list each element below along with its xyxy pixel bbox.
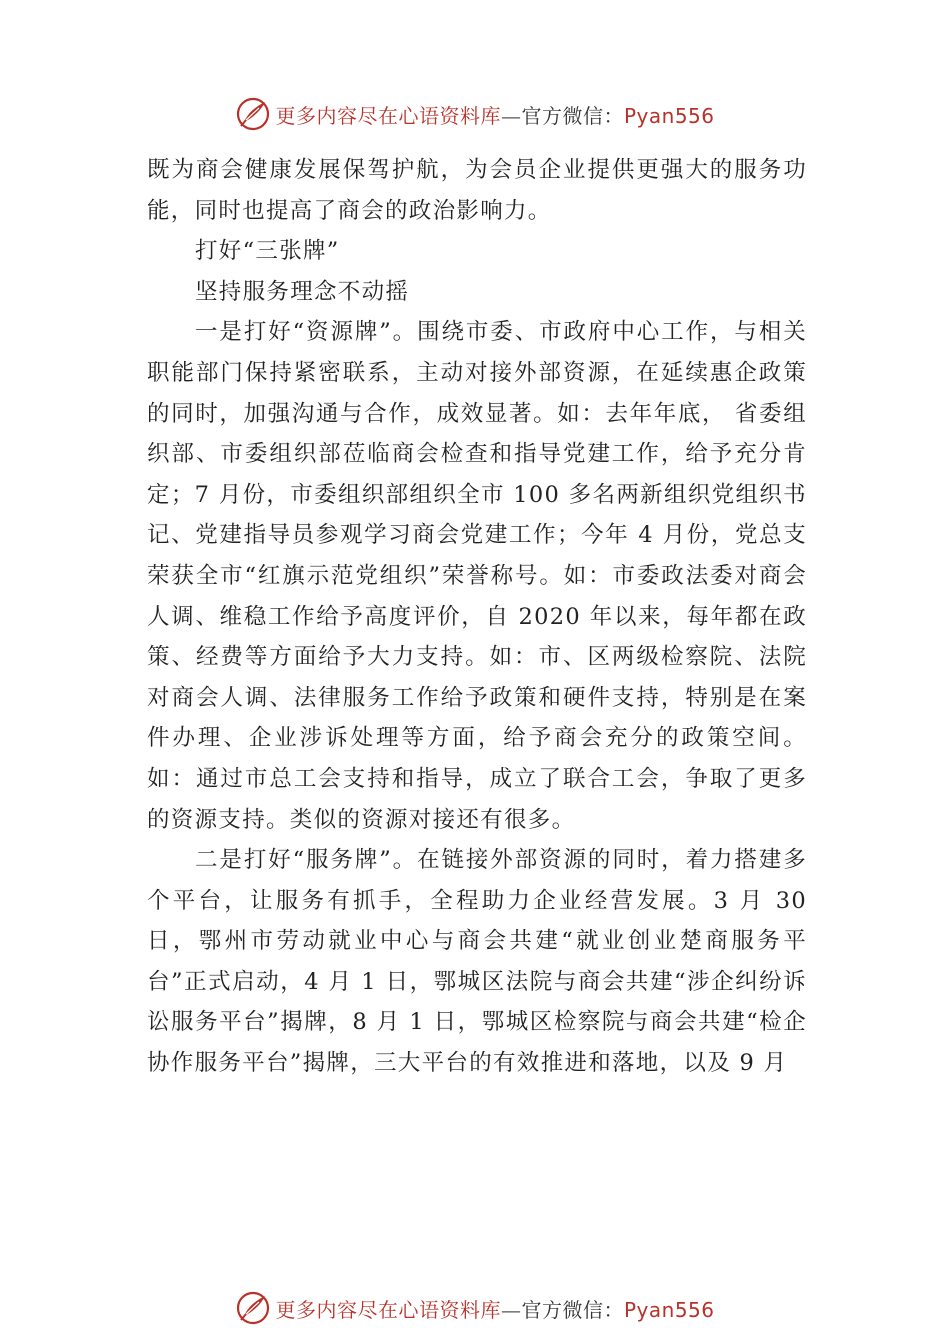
body-paragraph: 二是打好“服务牌”。在链接外部资源的同时，着力搭建多个平台，让服务有抓手，全程助力企业经营发展。3 月 30 日，鄂州市劳动就业中心与商会共建“就业创业楚商服务平台”正式启动，4 月 1 日，鄂城区法院与商会共建“涉企纠纷诉讼服务平台”揭牌，8 月 1 日，鄂城区检察院与商会共建“检企协作服务平台”揭牌，三大平台的有效推进和落地，以及 9 月 xyxy=(147,847,807,1077)
header-wechat-id: Pyan556 xyxy=(623,103,715,128)
footer-wechat-label: 官方微信： xyxy=(521,1297,624,1322)
body-subheading-service-concept: 坚持服务理念不动摇 xyxy=(195,278,410,305)
footer-banner xyxy=(0,1286,950,1330)
footer-text xyxy=(275,1294,714,1323)
header-site-name: 更多内容尽在心语资料库 xyxy=(275,103,501,128)
body-paragraph: 一是打好“资源牌”。围绕市委、市政府中心工作，与相关职能部门保持紧密联系，主动对接外部资源，在延续惠企政策的同时，加强沟通与合作，成效显著。如：去年年底， 省委组织部、市委组织部莅临商会检查和指导党建工作，给予充分肯定；7 月份，市委组织部组织全市 100 多名两新组织党组织书记、党建指导员参观学习商会党建工作；今年 4 月份，党总支荣获全市“红旗示范党组织”荣誉称号。如：市委政法委对商会人调、维稳工作给予高度评价，自 2020 年以来，每年都在政策、经费等方面给予大力支持。如：市、区两级检察院、法院对商会人调、法律服务工作给予政策和硬件支持，特别是在案件办理、企业涉诉处理等方面，给予商会充分的政策空间。如：通过市总工会支持和指导，成立了联合工会，争取了更多的资源支持。类似的资源对接还有很多。 xyxy=(147,319,807,833)
body-heading-three-cards: 打好“三张牌” xyxy=(195,238,340,265)
footer-wechat-id: Pyan556 xyxy=(623,1297,715,1322)
footer-site-name: 更多内容尽在心语资料库 xyxy=(275,1297,501,1322)
header-banner xyxy=(0,92,950,136)
header-wechat-label: 官方微信： xyxy=(521,103,624,128)
quill-logo-icon xyxy=(235,1290,271,1326)
header-text xyxy=(275,100,714,129)
document-body xyxy=(147,150,807,1084)
footer-dash: — xyxy=(500,1297,522,1322)
quill-logo-icon xyxy=(235,96,271,132)
body-paragraph: 既为商会健康发展保驾护航，为会员企业提供更强大的服务功能，同时也提高了商会的政治影响力。 xyxy=(147,157,807,224)
header-dash: — xyxy=(500,103,522,128)
